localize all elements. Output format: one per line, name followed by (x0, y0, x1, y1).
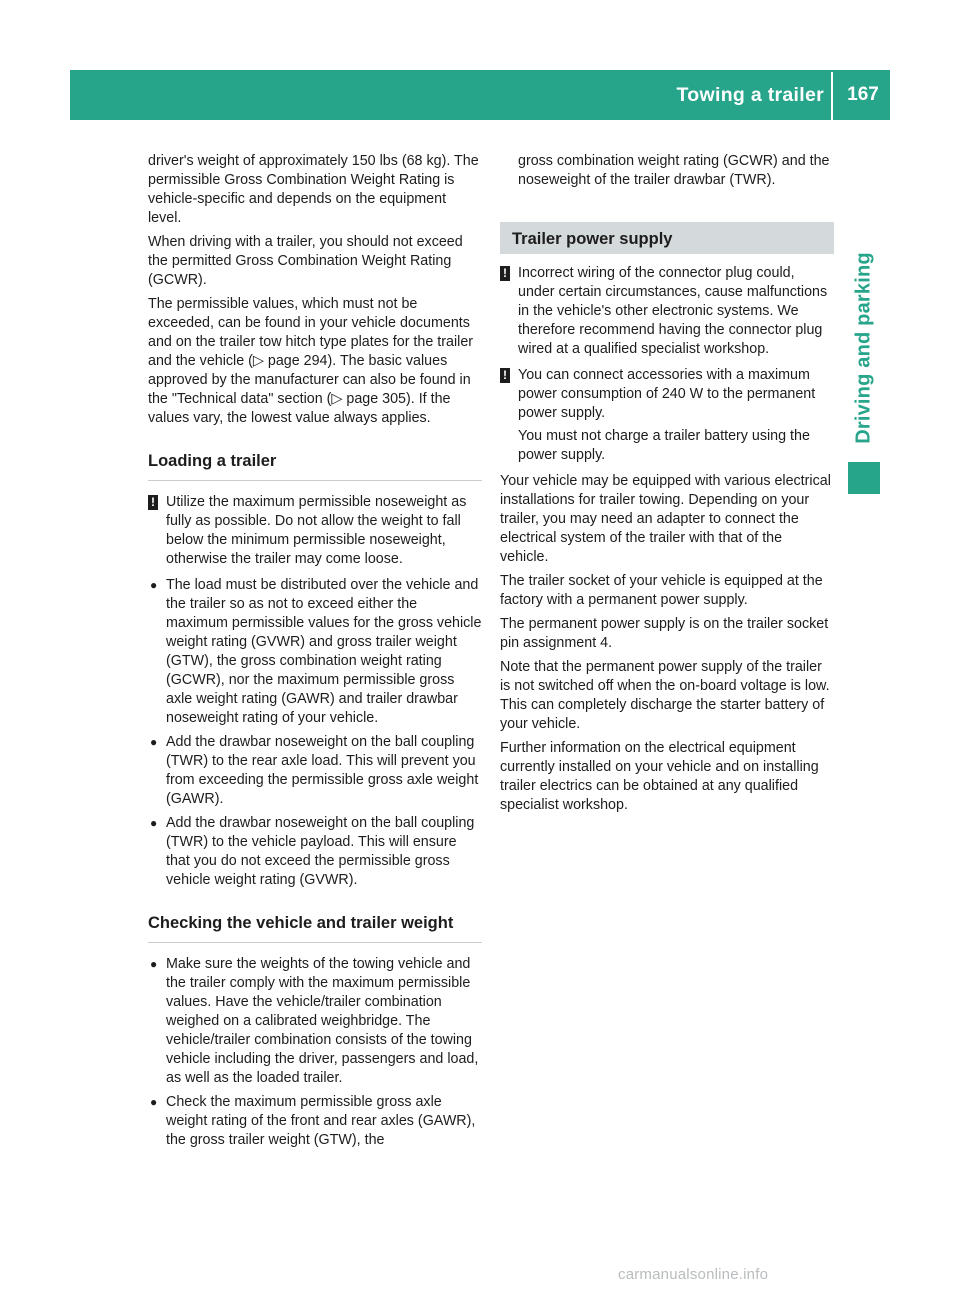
watermark: carmanualsonline.info (618, 1266, 769, 1283)
paragraph: gross combination weight rating (GCWR) and the noseweight of the trailer drawbar (TWR). (518, 153, 830, 188)
exclamation-icon: ! (500, 266, 510, 281)
side-tab-marker (848, 462, 880, 494)
paragraph: The permissible values, which must not be exceeded, can be found in your vehicle documents and on the trailer tow hitch type plates for the trailer and the vehicle (▷ page 294). The basic values approved by the manufacturer can also be found in the "Technical data" section (▷ page 305). If the values vary, the lowest value always applies. (148, 296, 474, 426)
bullet-icon: ● (150, 578, 158, 592)
list-item-text: Make sure the weights of the towing vehicle and the trailer comply with the maximum permissible values. Have the vehicle/trailer combination weighed on a calibrated weighbridge. The vehicle/trailer combination consists of the towing vehicle including the driver, passengers and load, as well as the loaded trailer. (166, 956, 479, 1086)
header-divider (831, 72, 833, 120)
side-tab (838, 120, 890, 950)
side-tab-label: Driving and parking (852, 252, 875, 444)
paragraph: The permanent power supply is on the trailer socket pin assignment 4. (500, 616, 829, 651)
list-item (148, 1093, 482, 1150)
section-heading-checking: Checking the vehicle and trailer weight (148, 895, 482, 943)
warning-text: Incorrect wiring of the connector plug could, under certain circumstances, cause malfunctions in the vehicle's other electronic systems. We therefore recommend having the connector plug wired at a qualified specialist workshop. (518, 265, 828, 357)
warning-text: You can connect accessories with a maximum power consumption of 240 W to the permanent power supply. (518, 367, 816, 421)
section-heading-loading: Loading a trailer (148, 433, 482, 481)
warning-note (500, 264, 834, 359)
paragraph: Further information on the electrical equipment currently installed on your vehicle and on installing trailer electrics can be obtained at any qualified specialist workshop. (500, 740, 819, 813)
section-heading-power: Trailer power supply (500, 222, 834, 254)
bullet-icon: ● (150, 1095, 158, 1109)
paragraph: Your vehicle may be equipped with various electrical installations for trailer towing. Depending on your trailer, you may need an adapter to connect the electrical system of the trailer with that of the vehicle. (500, 473, 831, 565)
exclamation-icon: ! (148, 495, 158, 510)
bullet-icon: ● (150, 957, 158, 971)
page-number: 167 (847, 84, 879, 105)
bullet-icon: ● (150, 735, 158, 749)
left-column (148, 152, 482, 1155)
list-item-text: The load must be distributed over the vehicle and the trailer so as not to exceed either the maximum permissible values for the gross vehicle weight rating (GVWR) and gross trailer weight (GTW), the gross combination weight rating (GCWR), nor the maximum permissible gross axle weight rating (GAWR) and trailer drawbar noseweight rating of your vehicle. (166, 577, 482, 726)
list-item-text: Add the drawbar noseweight on the ball coupling (TWR) to the rear axle load. This will prevent you from exceeding the permissible gross axle weight (GAWR). (166, 734, 479, 807)
warning-subtext: You must not charge a trailer battery using the power supply. (518, 428, 810, 463)
list-item-text: Check the maximum permissible gross axle weight rating of the front and rear axles (GAWR), the gross trailer weight (GTW), the (166, 1094, 476, 1148)
warning-text: Utilize the maximum permissible noseweight as fully as possible. Do not allow the weight to fall below the minimum permissible noseweight, otherwise the trailer may come loose. (166, 494, 467, 567)
warning-note (148, 493, 482, 569)
warning-note (500, 366, 834, 423)
list-item (148, 814, 482, 890)
paragraph: driver's weight of approximately 150 lbs (68 kg). The permissible Gross Combination Weight Rating is vehicle-specific and depends on the equipment level. (148, 153, 479, 226)
list-item (148, 955, 482, 1088)
paragraph: The trailer socket of your vehicle is equipped at the factory with a permanent power supply. (500, 573, 823, 608)
list-item-text: Add the drawbar noseweight on the ball coupling (TWR) to the vehicle payload. This will ensure that you do not exceed the permissible gross vehicle weight rating (GVWR). (166, 815, 475, 888)
paragraph: When driving with a trailer, you should not exceed the permitted Gross Combination Weight Rating (GCWR). (148, 234, 463, 288)
bullet-icon: ● (150, 816, 158, 830)
list-item (148, 576, 482, 728)
exclamation-icon: ! (500, 368, 510, 383)
paragraph: Note that the permanent power supply of the trailer is not switched off when the on-board voltage is low. This can completely discharge the starter battery of your vehicle. (500, 659, 830, 732)
list-item (148, 733, 482, 809)
right-column (500, 152, 834, 820)
page-title: Towing a trailer (676, 84, 824, 106)
